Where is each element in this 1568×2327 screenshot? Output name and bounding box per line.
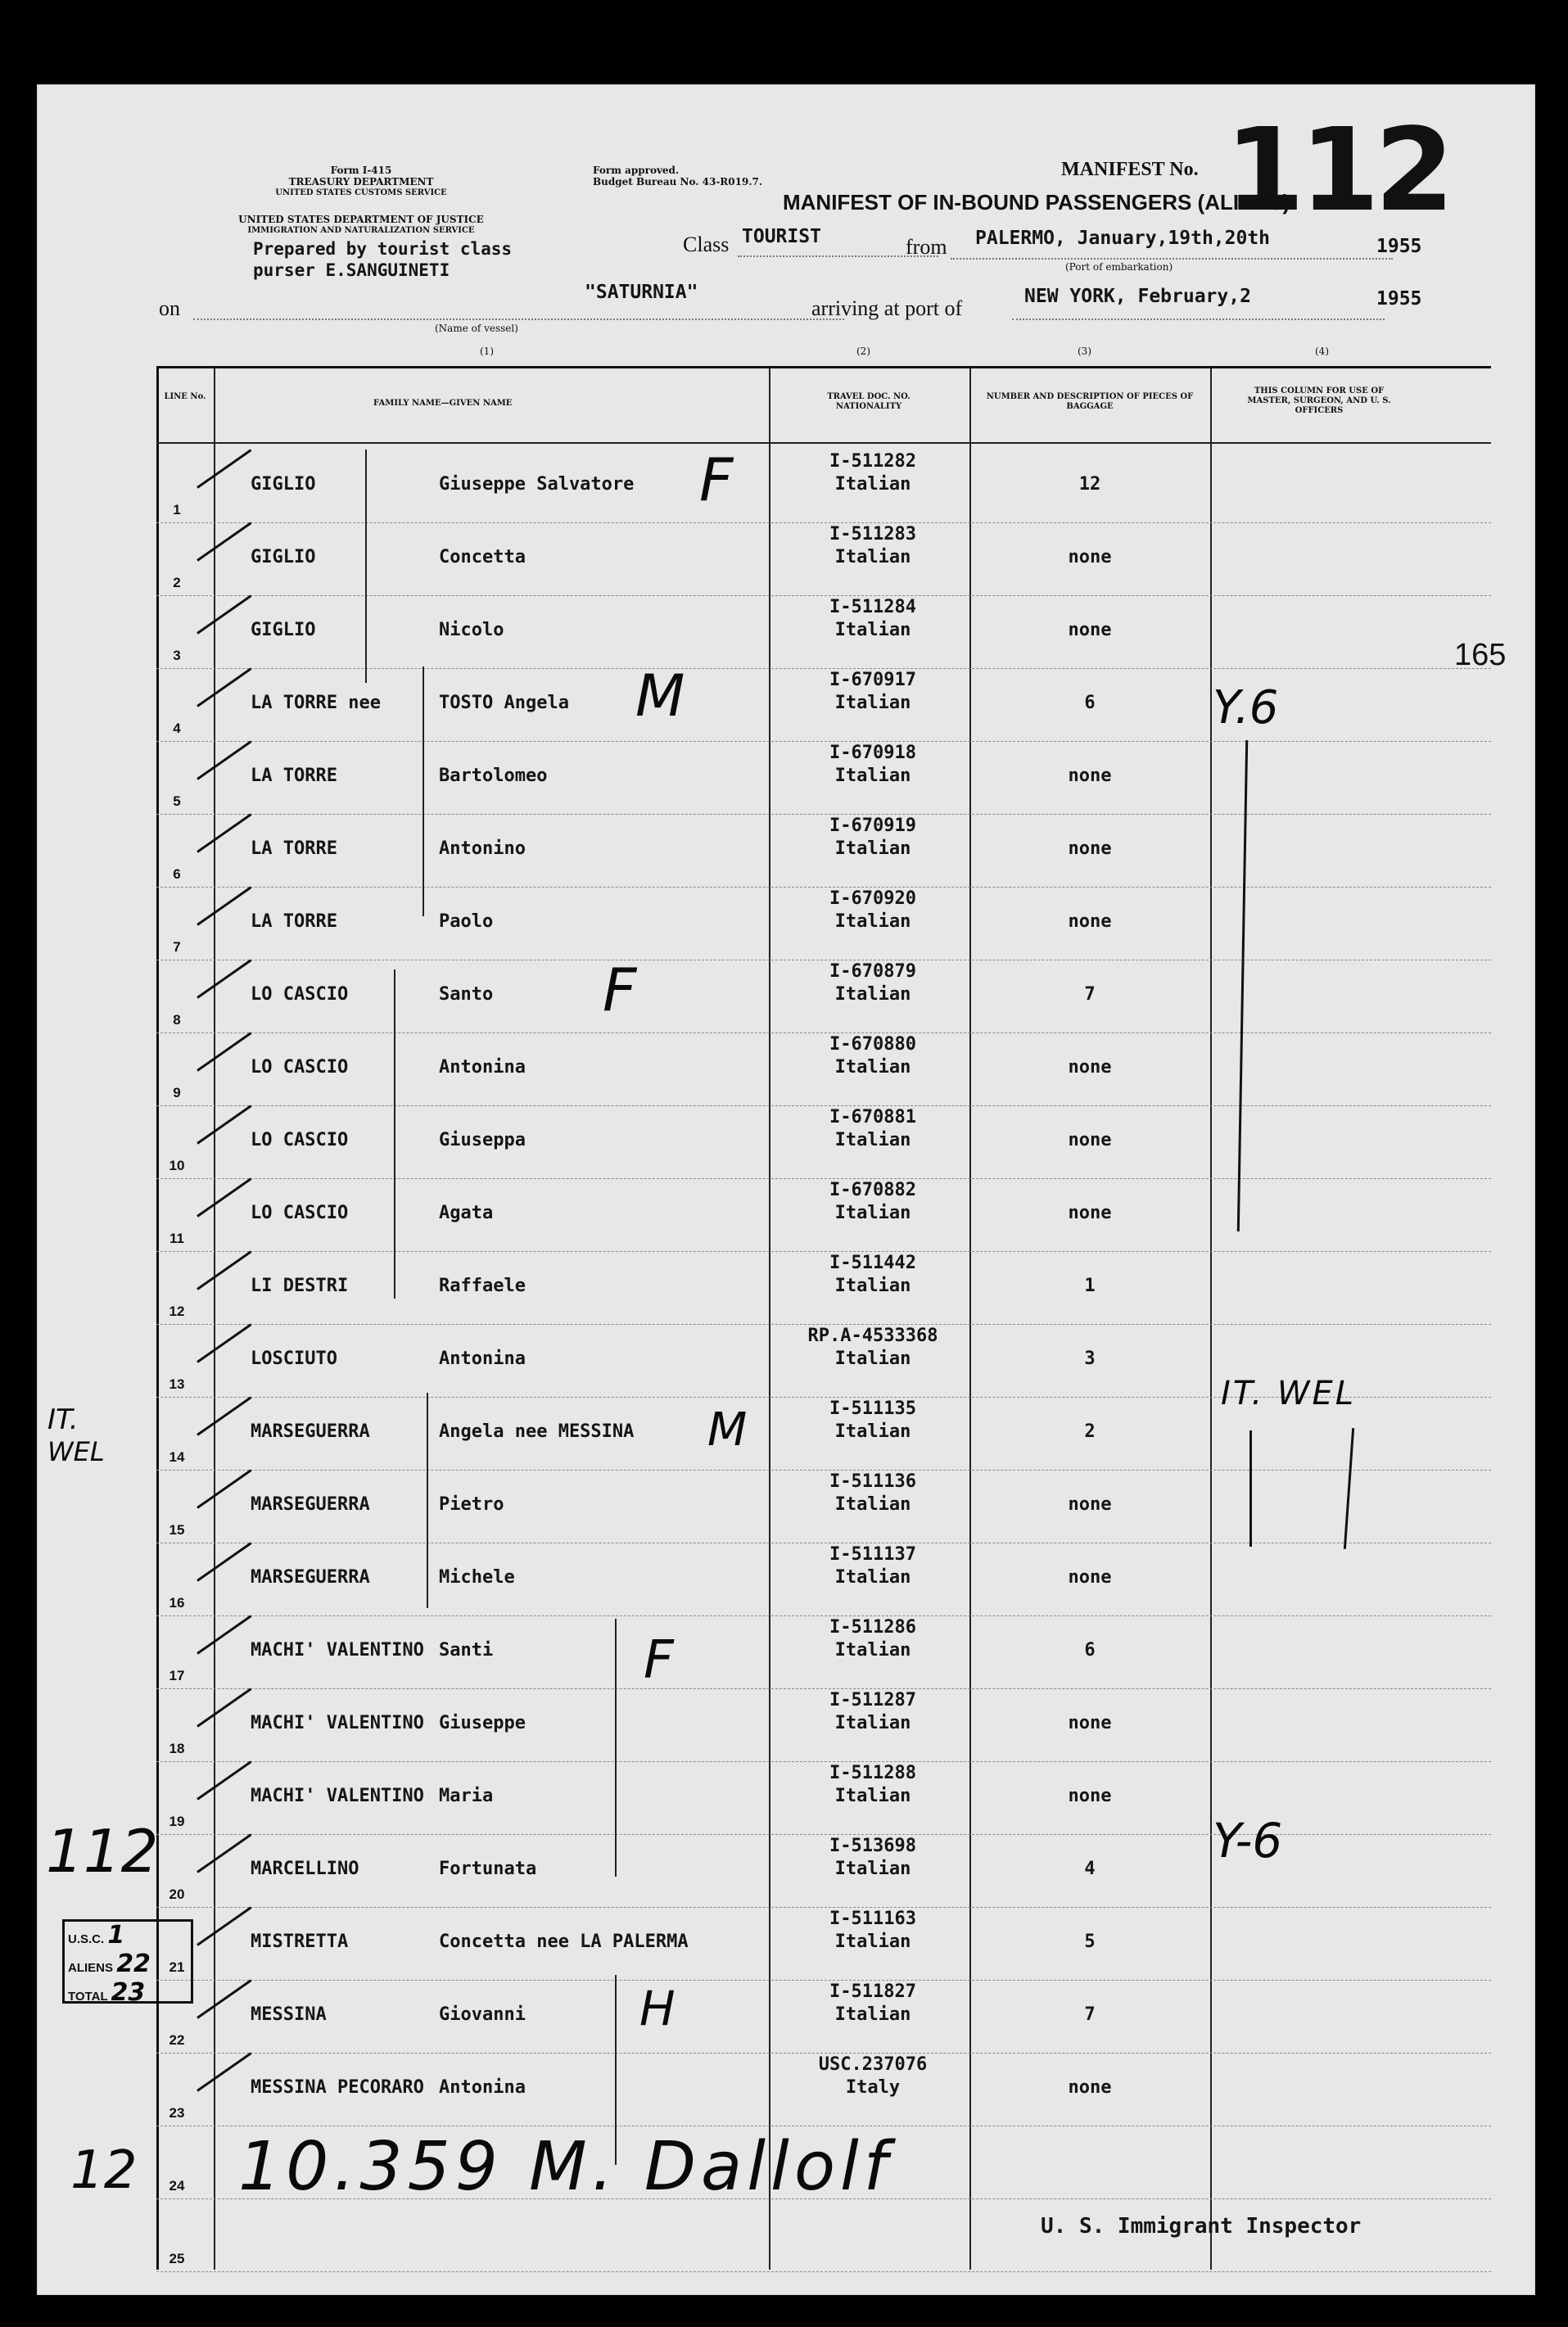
nationality: Italian — [834, 2004, 911, 2025]
nationality: Italian — [834, 766, 911, 786]
row-rule — [156, 1032, 1491, 1033]
family-name: LO CASCIO — [251, 1057, 349, 1078]
baggage: 5 — [1084, 1932, 1096, 1952]
family-name: LI DESTRI — [251, 1276, 349, 1296]
family-name: MESSINA PECORARO — [251, 2077, 424, 2098]
vessel-caption: (Name of vessel) — [435, 323, 518, 334]
nationality: Italian — [834, 620, 911, 640]
stamp-usc-value: 1 — [107, 1921, 125, 1950]
hand-mark-f: F — [603, 956, 637, 1024]
baggage: none — [1068, 2077, 1112, 2098]
col-divider — [214, 368, 215, 2270]
officer-note-y6: Y.6 — [1213, 681, 1279, 734]
manifest-title: MANIFEST OF IN-BOUND PASSENGERS (ALIENS) — [783, 190, 1290, 215]
from-underline — [951, 258, 1393, 260]
form-number: Form I-415 — [330, 165, 392, 176]
line-number: 11 — [169, 1231, 184, 1246]
given-name: Antonina — [439, 1349, 526, 1369]
given-name: TOSTO Angela — [439, 693, 569, 713]
row-rule — [156, 668, 1491, 669]
family-name: GIGLIO — [251, 547, 316, 567]
baggage: none — [1068, 1713, 1112, 1733]
row-rule — [156, 2271, 1491, 2272]
baggage: 1 — [1084, 1276, 1096, 1296]
baggage: none — [1068, 766, 1112, 786]
nationality: Italian — [834, 474, 911, 495]
prepared-by-line-2: purser E.SANGUINETI — [253, 260, 450, 280]
baggage: none — [1068, 911, 1112, 932]
travel-doc-number: I-511163 — [829, 1909, 916, 1929]
family-bracket — [394, 969, 395, 1299]
family-name: MARSEGUERRA — [251, 1421, 370, 1442]
line-number: 22 — [169, 2032, 185, 2048]
family-name: LOSCIUTO — [251, 1349, 337, 1369]
arrival-value: NEW YORK, February,2 — [1024, 286, 1251, 307]
row-rule — [156, 1688, 1491, 1689]
col-num-2: (2) — [856, 346, 870, 357]
travel-doc-number: USC.237076 — [818, 2054, 928, 2075]
line-number: 19 — [169, 1814, 185, 1829]
travel-doc-number: I-670917 — [829, 670, 916, 690]
row-rule — [156, 887, 1491, 888]
arriving-label: arriving at port of — [811, 296, 963, 320]
travel-doc-number: I-670918 — [829, 743, 916, 763]
travel-doc-number: I-670880 — [829, 1034, 916, 1055]
stamp-aliens-value: 22 — [116, 1950, 151, 1978]
manifest-label: MANIFEST No. — [1061, 159, 1199, 180]
row-rule — [156, 1907, 1491, 1908]
travel-doc-number: I-511286 — [829, 1617, 916, 1638]
given-name: Fortunata — [439, 1859, 537, 1879]
form-approved: Form approved. — [593, 165, 680, 176]
nationality: Italian — [834, 1567, 911, 1588]
line-number: 4 — [173, 721, 181, 736]
travel-doc-number: I-511287 — [829, 1690, 916, 1710]
family-name: LA TORRE — [251, 838, 337, 859]
inspector-signature: 10.359 M. Dallolf — [238, 2128, 892, 2206]
margin-note-it: IT. — [47, 1403, 79, 1436]
row-rule — [156, 1105, 1491, 1106]
row-rule — [156, 1834, 1491, 1835]
family-name: LA TORRE — [251, 766, 337, 786]
nationality: Italian — [834, 984, 911, 1005]
side-number: 165 — [1454, 638, 1507, 672]
stamp-aliens-label: ALIENS — [68, 1961, 114, 1975]
line-number: 25 — [169, 2251, 185, 2266]
travel-doc-number: I-513698 — [829, 1836, 916, 1856]
baggage: 6 — [1084, 1640, 1096, 1661]
budget-number: Budget Bureau No. 43-R019.7. — [593, 176, 763, 188]
hand-mark-f: F — [644, 1630, 674, 1691]
given-name: Agata — [439, 1203, 494, 1223]
family-name: LA TORRE — [251, 911, 337, 932]
given-name: Giuseppe Salvatore — [439, 474, 635, 495]
line-number: 20 — [169, 1886, 185, 1902]
col-divider — [969, 368, 971, 2270]
margin-note-12: 12 — [70, 2140, 138, 2201]
family-name: LO CASCIO — [251, 1130, 349, 1150]
travel-doc-number: I-511136 — [829, 1471, 916, 1492]
baggage: 7 — [1084, 2004, 1096, 2025]
line-number: 7 — [173, 939, 181, 955]
line-number: 2 — [173, 575, 181, 590]
given-name: Concetta nee LA PALERMA — [439, 1932, 689, 1952]
given-name: Concetta — [439, 547, 526, 567]
line-number: 12 — [169, 1304, 185, 1319]
row-rule — [156, 1470, 1491, 1471]
baggage: none — [1068, 1203, 1112, 1223]
line-number: 24 — [169, 2178, 185, 2194]
col-num-4: (4) — [1315, 346, 1329, 357]
family-name: LO CASCIO — [251, 1203, 349, 1223]
travel-doc-number: I-670919 — [829, 816, 916, 836]
family-bracket — [423, 666, 424, 916]
travel-doc-number: I-511288 — [829, 1763, 916, 1783]
line-number: 9 — [173, 1085, 181, 1100]
row-rule — [156, 522, 1491, 523]
col-header-officers: THIS COLUMN FOR USE OF MASTER, SURGEON, AND U. S. OFFICERS — [1247, 386, 1391, 415]
baggage: 12 — [1078, 474, 1101, 495]
dept-justice: UNITED STATES DEPARTMENT OF JUSTICE — [238, 214, 484, 225]
nationality: Italian — [834, 1932, 911, 1952]
stamp-usc-label: U.S.C. — [68, 1932, 105, 1946]
from-label: from — [906, 235, 947, 259]
year-2: 1955 — [1376, 288, 1422, 310]
travel-doc-number: I-670879 — [829, 961, 916, 982]
nationality: Italian — [834, 1349, 911, 1369]
vessel-underline — [193, 319, 844, 320]
given-name: Antonina — [439, 1057, 526, 1078]
given-name: Nicolo — [439, 620, 504, 640]
from-value: PALERMO, January,19th,20th — [975, 228, 1271, 249]
family-name: LA TORRE nee — [251, 693, 381, 713]
line-number: 13 — [169, 1376, 185, 1392]
given-name: Santo — [439, 984, 494, 1005]
given-name: Bartolomeo — [439, 766, 548, 786]
officer-note-it-wel: IT. WEL — [1221, 1375, 1357, 1412]
col-num-3: (3) — [1078, 346, 1091, 357]
family-name: LO CASCIO — [251, 984, 349, 1005]
col-divider — [1210, 368, 1212, 2270]
nationality: Italian — [834, 911, 911, 932]
given-name: Paolo — [439, 911, 494, 932]
row-rule — [156, 1980, 1491, 1981]
travel-doc-number: RP.A-4533368 — [807, 1326, 938, 1346]
family-name: MACHI' VALENTINO — [251, 1786, 424, 1806]
family-name: MARCELLINO — [251, 1859, 359, 1879]
baggage: none — [1068, 1786, 1112, 1806]
line-number: 17 — [169, 1668, 185, 1683]
manifest-number: 112 — [1225, 104, 1450, 237]
header-rule — [156, 442, 1491, 444]
travel-doc-number: I-670881 — [829, 1107, 916, 1127]
margin-note-wel: WEL — [47, 1436, 105, 1467]
officer-bracket-line — [1249, 1430, 1252, 1547]
baggage: 6 — [1084, 693, 1096, 713]
stamp-total — [68, 1978, 188, 2009]
given-name: Antonino — [439, 838, 526, 859]
arrival-underline — [1012, 319, 1385, 320]
family-name: GIGLIO — [251, 474, 316, 495]
given-name: Santi — [439, 1640, 494, 1661]
family-name: MISTRETTA — [251, 1932, 349, 1952]
dept-treasury: TREASURY DEPARTMENT — [288, 176, 434, 188]
stamp-aliens — [68, 1952, 188, 1981]
baggage: none — [1068, 1567, 1112, 1588]
nationality: Italian — [834, 1276, 911, 1296]
family-name: MARSEGUERRA — [251, 1567, 370, 1588]
travel-doc-number: I-511283 — [829, 524, 916, 544]
hand-mark-h: H — [639, 1981, 676, 2036]
baggage: none — [1068, 838, 1112, 859]
travel-doc-number: I-511284 — [829, 597, 916, 617]
col-header-baggage: NUMBER AND DESCRIPTION OF PIECES OF BAGGAGE — [986, 392, 1194, 411]
stamp-total-label: TOTAL — [68, 1990, 108, 2004]
nationality: Italian — [834, 1203, 911, 1223]
baggage: none — [1068, 547, 1112, 567]
family-name: GIGLIO — [251, 620, 316, 640]
margin-note-112: 112 — [46, 1817, 159, 1886]
row-rule — [156, 1615, 1491, 1616]
baggage: none — [1068, 620, 1112, 640]
nationality: Italian — [834, 1421, 911, 1442]
travel-doc-number: I-511282 — [829, 451, 916, 472]
line-number: 15 — [169, 1522, 185, 1538]
family-bracket — [365, 450, 367, 683]
nationality: Italian — [834, 1713, 911, 1733]
class-label: Class — [683, 233, 730, 256]
family-bracket — [427, 1393, 428, 1608]
nationality: Italian — [834, 1494, 911, 1515]
port-caption: (Port of embarkation) — [1065, 261, 1173, 273]
manifest-sheet — [37, 84, 1535, 2295]
row-rule — [156, 814, 1491, 815]
family-name: MACHI' VALENTINO — [251, 1640, 424, 1661]
nationality: Italian — [834, 1057, 911, 1078]
given-name: Angela nee MESSINA — [439, 1421, 635, 1442]
baggage: 7 — [1084, 984, 1096, 1005]
line-number: 16 — [169, 1595, 185, 1611]
row-rule — [156, 595, 1491, 596]
dept-immigration: IMMIGRATION AND NATURALIZATION SERVICE — [247, 226, 475, 235]
baggage: none — [1068, 1130, 1112, 1150]
line-number: 3 — [173, 648, 181, 663]
family-name: MESSINA — [251, 2004, 327, 2025]
given-name: Giuseppa — [439, 1130, 526, 1150]
baggage: 4 — [1084, 1859, 1096, 1879]
family-name: MACHI' VALENTINO — [251, 1713, 424, 1733]
line-number: 14 — [169, 1449, 185, 1465]
family-name: MARSEGUERRA — [251, 1494, 370, 1515]
row-rule — [156, 1178, 1491, 1179]
nationality: Italian — [834, 1859, 911, 1879]
inspector-title: U. S. Immigrant Inspector — [1041, 2214, 1362, 2239]
given-name: Giovanni — [439, 2004, 526, 2025]
nationality: Italian — [834, 547, 911, 567]
hand-mark-m: M — [707, 1403, 748, 1457]
col-divider — [769, 368, 770, 2270]
line-number: 5 — [173, 793, 181, 809]
hand-mark-f: F — [699, 445, 734, 514]
nationality: Italy — [845, 2077, 901, 2098]
hand-mark-m: M — [635, 662, 685, 730]
nationality: Italian — [834, 693, 911, 713]
on-label: on — [159, 296, 180, 320]
family-bracket — [615, 1619, 617, 1877]
line-number: 18 — [169, 1741, 185, 1756]
travel-doc-number: I-670882 — [829, 1180, 916, 1200]
year-1: 1955 — [1376, 236, 1422, 257]
travel-doc-number: I-511442 — [829, 1253, 916, 1273]
given-name: Raffaele — [439, 1276, 526, 1296]
stamp-usc — [68, 1923, 188, 1952]
row-rule — [156, 741, 1491, 742]
prepared-by-line-1: Prepared by tourist class — [253, 239, 513, 259]
tally-stamp — [62, 1919, 193, 2007]
col-num-1: (1) — [480, 346, 494, 357]
travel-doc-number: I-511827 — [829, 1981, 916, 2002]
baggage: none — [1068, 1057, 1112, 1078]
officer-note-y6: Y-6 — [1213, 1813, 1283, 1868]
class-value: TOURIST — [742, 226, 821, 247]
col-header-line: LINE No. — [164, 392, 206, 401]
line-number: 10 — [169, 1158, 185, 1173]
travel-doc-number: I-511135 — [829, 1398, 916, 1419]
col-header-name: FAMILY NAME—GIVEN NAME — [373, 399, 513, 408]
row-rule — [156, 1251, 1491, 1252]
stamp-total-value: 23 — [111, 1978, 146, 2007]
nationality: Italian — [834, 1640, 911, 1661]
col-header-travel: TRAVEL DOC. NO. NATIONALITY — [827, 392, 911, 411]
given-name: Antonina — [439, 2077, 526, 2098]
line-number: 23 — [169, 2105, 185, 2121]
baggage: 2 — [1084, 1421, 1096, 1442]
given-name: Maria — [439, 1786, 494, 1806]
baggage: 3 — [1084, 1349, 1096, 1369]
given-name: Michele — [439, 1567, 515, 1588]
given-name: Giuseppe — [439, 1713, 526, 1733]
travel-doc-number: I-670920 — [829, 888, 916, 909]
nationality: Italian — [834, 1786, 911, 1806]
baggage: none — [1068, 1494, 1112, 1515]
given-name: Pietro — [439, 1494, 504, 1515]
nationality: Italian — [834, 838, 911, 859]
line-number: 1 — [173, 502, 181, 517]
dept-customs: UNITED STATES CUSTOMS SERVICE — [275, 188, 447, 197]
vessel-value: "SATURNIA" — [585, 282, 698, 303]
line-number: 8 — [173, 1012, 181, 1028]
row-rule — [156, 1324, 1491, 1325]
line-number: 21 — [169, 1959, 185, 1975]
travel-doc-number: I-511137 — [829, 1544, 916, 1565]
row-rule — [156, 1761, 1491, 1762]
line-number: 6 — [173, 866, 181, 882]
row-rule — [156, 2053, 1491, 2054]
nationality: Italian — [834, 1130, 911, 1150]
